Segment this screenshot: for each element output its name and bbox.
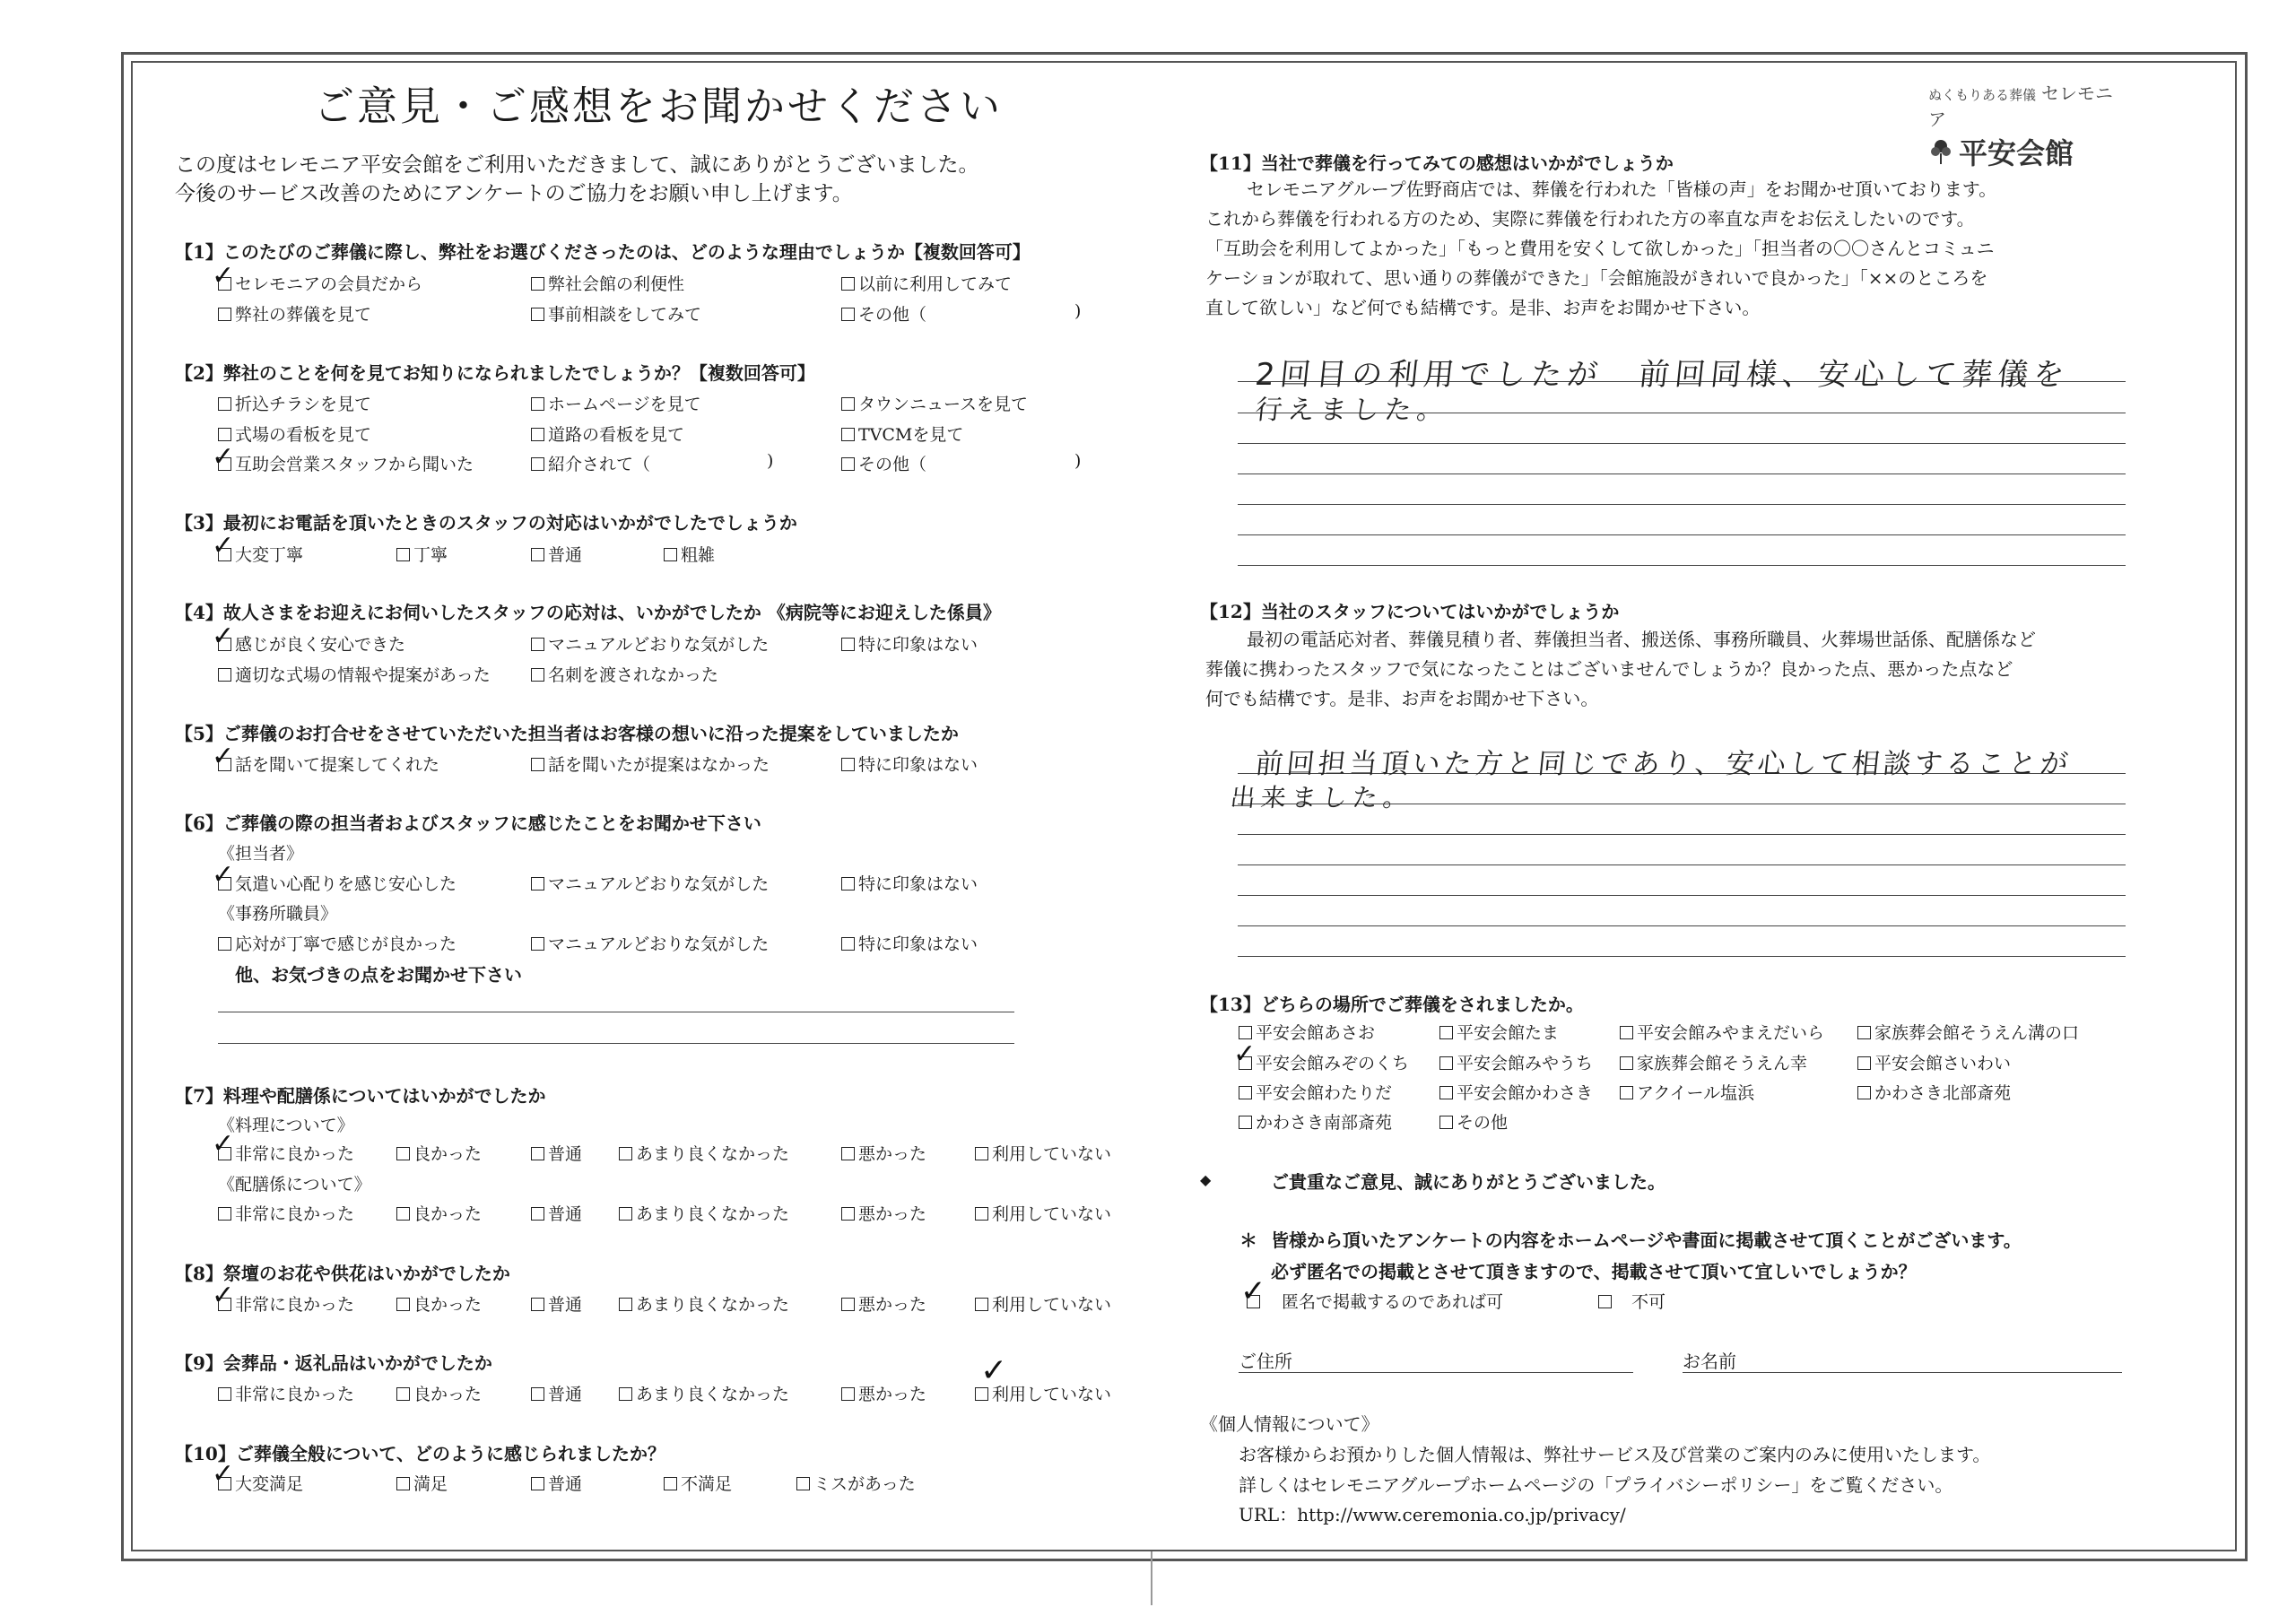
intro-text: この度はセレモニア平安会館をご利用いただきまして、誠にありがとうございました。 今後のサービス改善のためにアンケートのご協力をお願い申し上げます。 [175, 153, 979, 205]
q12-answer-handwritten: 出来ました。 [1229, 783, 1415, 812]
checkbox[interactable] [531, 638, 544, 651]
q7-option[interactable]: 良かった [396, 1201, 482, 1225]
checkbox[interactable] [531, 308, 544, 321]
q8-option[interactable]: 悪かった [841, 1291, 926, 1316]
checkbox[interactable] [1239, 1026, 1252, 1039]
checkbox[interactable] [396, 1387, 410, 1401]
q2-label: 【2】弊社のことを何を見てお知りになられましたでしょうか？【複数回答可】 [175, 362, 815, 384]
q11-answer-handwritten: 2回目の利用でしたが 前回同様、安心して葬儀を [1253, 357, 2072, 393]
paren-close: ) [767, 451, 774, 471]
q6-option[interactable]: マニュアルどおりな気がした [531, 871, 769, 895]
q7-option[interactable]: 利用していない [975, 1141, 1111, 1165]
checkbox[interactable] [619, 1147, 632, 1160]
q2-option[interactable]: 紹介されて（ [531, 451, 650, 475]
q1-option[interactable]: セレモニアの会員だから [218, 271, 422, 295]
checkbox[interactable] [531, 1477, 544, 1490]
q4-option[interactable]: マニュアルどおりな気がした [531, 631, 769, 656]
q6-option[interactable]: 気遣い心配りを感じ安心した [218, 871, 457, 895]
q10-option[interactable]: 満足 [396, 1471, 448, 1495]
answer-line[interactable] [1238, 925, 2126, 926]
q13-option[interactable]: 平安会館たま [1439, 1020, 1559, 1044]
checkbox[interactable] [841, 1298, 855, 1311]
checkbox[interactable] [531, 937, 544, 951]
q13-option[interactable]: 家族葬会館そうえん溝の口 [1857, 1020, 2079, 1044]
checkbox[interactable] [1239, 1116, 1252, 1129]
company-logo [1928, 79, 2117, 172]
checkbox[interactable] [531, 457, 544, 471]
checkbox[interactable] [531, 758, 544, 771]
checkbox[interactable] [531, 428, 544, 441]
answer-line[interactable] [1238, 565, 2126, 566]
checkbox[interactable] [1439, 1116, 1453, 1129]
checkbox[interactable] [841, 277, 855, 291]
checkbox[interactable] [396, 1147, 410, 1160]
checkbox[interactable] [841, 397, 855, 411]
q6-other-label: 他、お気づきの点をお聞かせ下さい [235, 964, 522, 986]
q13-option[interactable]: 平安会館さいわい [1857, 1050, 2011, 1074]
checkbox[interactable] [619, 1298, 632, 1311]
q13-option[interactable]: 平安会館みやまえだいら [1620, 1020, 1824, 1044]
check-mark: ✓ [212, 859, 235, 891]
q12-label: 【12】当社のスタッフについてはいかがでしょうか [1200, 601, 1620, 622]
privacy-heading: 《個人情報について》 [1200, 1413, 1379, 1435]
answer-line[interactable] [1238, 504, 2126, 505]
checkbox[interactable] [796, 1477, 810, 1490]
q4-option[interactable]: 名刺を渡されなかった [531, 662, 718, 686]
logo-tagline: ぬくもりある葬儀 [1928, 87, 2037, 103]
checkbox[interactable] [975, 1298, 988, 1311]
q1-option[interactable]: 以前に利用してみて [841, 271, 1012, 295]
checkbox[interactable] [664, 1477, 677, 1490]
checkbox[interactable] [396, 1298, 410, 1311]
checkbox[interactable] [218, 1207, 231, 1221]
publish-no-option[interactable]: 不可 [1598, 1289, 1665, 1313]
q2-option[interactable]: ホームページを見て [531, 391, 701, 415]
checkbox[interactable] [841, 1207, 855, 1221]
q13-option[interactable]: かわさき北部斎苑 [1857, 1080, 2011, 1104]
privacy-line: お客様からお預かりした個人情報は、弊社サービス及び営業のご案内のみに使用いたします。 [1239, 1444, 1991, 1465]
checkbox[interactable] [841, 758, 855, 771]
q9-label: 【9】会葬品・返礼品はいかがでしたか [175, 1352, 492, 1374]
q1-option[interactable]: 事前相談をしてみて [531, 301, 701, 326]
q8-option[interactable]: 非常に良かった [218, 1291, 354, 1316]
q2-option[interactable]: 折込チラシを見て [218, 391, 371, 415]
q10-option[interactable]: 不満足 [664, 1471, 732, 1495]
checkbox[interactable] [975, 1147, 988, 1160]
q2-option[interactable]: 互助会営業スタッフから聞いた [218, 451, 474, 475]
privacy-url: URL：http://www.ceremonia.co.jp/privacy/ [1239, 1504, 1626, 1525]
checkbox[interactable] [531, 1207, 544, 1221]
q8-option[interactable]: 普通 [531, 1291, 582, 1316]
check-mark: ✓ [212, 530, 235, 561]
checkbox[interactable] [531, 1298, 544, 1311]
q6-label: 【6】ご葬儀の際の担当者およびスタッフに感じたことをお聞かせ下さい [175, 812, 761, 834]
q6-subheading: 《事務所職員》 [218, 904, 338, 924]
q6-option[interactable]: マニュアルどおりな気がした [531, 931, 769, 955]
checkbox[interactable] [1239, 1086, 1252, 1099]
logo-flower-icon [1928, 137, 1953, 166]
answer-line[interactable] [1238, 534, 2126, 535]
checkbox[interactable] [396, 548, 410, 561]
check-mark: ✓ [980, 1352, 1008, 1389]
thanks-text: ご貴重なご意見、誠にありがとうございました。 [1271, 1171, 1665, 1193]
checkbox[interactable] [841, 428, 855, 441]
q10-option[interactable]: ミスがあった [796, 1471, 916, 1495]
q4-option[interactable]: 特に印象はない [841, 631, 978, 656]
logo-name: 平安会館 [1959, 136, 2074, 170]
checkbox[interactable] [841, 937, 855, 951]
q13-option[interactable]: かわさき南部斎苑 [1239, 1109, 1392, 1134]
checkbox[interactable] [218, 308, 231, 321]
q7-label: 【7】料理や配膳係についてはいかがでしたか [175, 1085, 546, 1107]
q13-option[interactable]: 家族葬会館そうえん幸 [1620, 1050, 1807, 1074]
checkbox[interactable] [531, 397, 544, 411]
q7-option[interactable]: 悪かった [841, 1201, 926, 1225]
checkbox[interactable] [841, 308, 855, 321]
q9-option[interactable]: あまり良くなかった [619, 1381, 789, 1405]
q6-subheading: 《担当者》 [218, 844, 304, 864]
q7-option[interactable]: 普通 [531, 1141, 582, 1165]
checkbox[interactable] [664, 548, 677, 561]
q13-option[interactable]: 平安会館わたりだ [1239, 1080, 1392, 1104]
q1-option[interactable]: 弊社会館の利便性 [531, 271, 684, 295]
q7-option[interactable]: あまり良くなかった [619, 1141, 789, 1165]
check-mark: ✓ [212, 741, 235, 772]
q13-option[interactable]: 平安会館あさお [1239, 1020, 1375, 1044]
q12-answer-handwritten: 前回担当頂いた方と同じであり、安心して相談することが [1253, 748, 2074, 780]
q5-option[interactable]: 話を聞いたが提案はなかった [531, 752, 770, 776]
q1-label: 【1】このたびのご葬儀に際し、弊社をお選びくださったのは、どのような理由でしょうか【複数回答可】 [175, 241, 1031, 263]
q6-option[interactable]: 特に印象はない [841, 871, 978, 895]
checkbox[interactable] [1857, 1086, 1871, 1099]
q2-option[interactable]: TVCMを見て [841, 421, 963, 446]
q7-option[interactable]: 普通 [531, 1201, 582, 1225]
checkbox[interactable] [218, 668, 231, 682]
answer-line[interactable] [1238, 864, 2126, 865]
check-mark: ✓ [212, 1128, 235, 1160]
q10-option[interactable]: 大変満足 [218, 1471, 303, 1495]
q8-option[interactable]: あまり良くなかった [619, 1291, 789, 1316]
q2-option[interactable]: タウンニュースを見て [841, 391, 1028, 415]
q7-subheading: 《料理について》 [218, 1116, 354, 1135]
q5-option[interactable]: 特に印象はない [841, 752, 978, 776]
q11-answer-handwritten: 行えました。 [1253, 395, 1451, 426]
q4-option[interactable]: 感じが良く安心できた [218, 631, 405, 656]
publish-question: 必ず匿名での掲載とさせて頂きますので、掲載させて頂いて宜しいでしょうか？ [1271, 1261, 1917, 1282]
q13-option[interactable]: 平安会館みぞのくち [1239, 1050, 1409, 1074]
q13-option[interactable]: アクイール塩浜 [1620, 1080, 1754, 1104]
paren-close: ) [1074, 301, 1082, 321]
q7-option[interactable]: 利用していない [975, 1201, 1111, 1225]
q9-option[interactable]: 普通 [531, 1381, 582, 1405]
check-mark: ✓ [212, 621, 235, 652]
checkbox[interactable] [396, 1477, 410, 1490]
q7-option[interactable]: 非常に良かった [218, 1201, 354, 1225]
check-mark: ✓ [212, 441, 235, 473]
q7-option[interactable]: あまり良くなかった [619, 1201, 789, 1225]
checkbox[interactable] [1620, 1026, 1633, 1039]
comment-line[interactable] [218, 1043, 1014, 1044]
checkbox[interactable] [1620, 1086, 1633, 1099]
q9-option[interactable]: 利用していない [975, 1381, 1111, 1405]
checkbox[interactable] [531, 277, 544, 291]
q13-option[interactable]: 平安会館みやうち [1439, 1050, 1593, 1074]
q7-option[interactable]: 良かった [396, 1141, 482, 1165]
q3-option[interactable]: 丁寧 [396, 542, 448, 566]
name-label: お名前 [1683, 1351, 1736, 1372]
q11-label: 【11】当社で葬儀を行ってみての感想はいかがでしょうか [1200, 152, 1674, 174]
checkbox[interactable] [975, 1387, 988, 1401]
publish-notice: 皆様から頂いたアンケートの内容をホームページや書面に掲載させて頂くことがございます。 [1271, 1229, 2022, 1251]
q2-option[interactable]: 式場の看板を見て [218, 421, 371, 446]
q9-option[interactable]: 非常に良かった [218, 1381, 354, 1405]
q8-option[interactable]: 良かった [396, 1291, 482, 1316]
q10-label: 【10】ご葬儀全般について、どのように感じられましたか？ [175, 1443, 666, 1464]
q2-option[interactable]: その他（ [841, 451, 926, 475]
q3-option[interactable]: 粗雑 [664, 542, 715, 566]
checkbox[interactable] [975, 1207, 988, 1221]
checkbox[interactable] [531, 1387, 544, 1401]
form-title: ご意見・ご感想をお聞かせください [314, 83, 1004, 130]
checkbox[interactable] [218, 397, 231, 411]
check-mark: ✓ [212, 260, 235, 291]
checkbox[interactable] [1857, 1056, 1871, 1070]
q1-option[interactable]: 弊社の葬儀を見て [218, 301, 371, 326]
q5-label: 【5】ご葬儀のお打合せをさせていただいた担当者はお客様の想いに沿った提案をしていましたか [175, 723, 959, 744]
q4-label: 【4】故人さまをお迎えにお伺いしたスタッフの応対は、いかがでしたか 《病院等にお迎えした係員》 [175, 602, 1001, 623]
answer-line[interactable] [1238, 956, 2126, 957]
q3-label: 【3】最初にお電話を頂いたときのスタッフの対応はいかがでしたでしょうか [175, 512, 797, 534]
checkbox[interactable] [1857, 1026, 1871, 1039]
q2-option[interactable]: 道路の看板を見て [531, 421, 684, 446]
address-label: ご住所 [1239, 1351, 1292, 1372]
checkbox[interactable] [619, 1387, 632, 1401]
q4-option[interactable]: 適切な式場の情報や提案があった [218, 662, 491, 686]
q7-subheading: 《配膳係について》 [218, 1175, 371, 1195]
q13-option[interactable]: その他 [1439, 1109, 1508, 1134]
checkbox[interactable] [396, 1207, 410, 1221]
check-mark: ✓ [1233, 1038, 1257, 1070]
checkbox[interactable] [1439, 1086, 1453, 1099]
logo-brand: セレモニア [1928, 83, 2114, 130]
q7-option[interactable]: 非常に良かった [218, 1141, 354, 1165]
checkbox[interactable] [1439, 1056, 1453, 1070]
publish-yes-option[interactable]: 匿名で掲載するのであれば可 [1247, 1289, 1503, 1313]
q9-option[interactable]: 悪かった [841, 1381, 926, 1405]
checkbox[interactable] [218, 428, 231, 441]
checkbox[interactable] [841, 1147, 855, 1160]
name-field[interactable] [1683, 1372, 2122, 1373]
check-mark: ✓ [1240, 1273, 1266, 1309]
q6-option[interactable]: 特に印象はない [841, 931, 978, 955]
q13-option[interactable]: 平安会館かわさき [1439, 1080, 1593, 1104]
checkbox[interactable] [841, 457, 855, 471]
checkbox[interactable] [218, 937, 231, 951]
q11-body: セレモニアグループ佐野商店では、葬儀を行われた「皆様の声」をお聞かせ頂いております。 これから葬儀を行われる方のため、実際に葬儀を行われた方の率直な声をお伝えしたいのです。 「互助会を利用してよかった」「もっと費用を安くして欲しかった」「担当者の〇〇さんとコミュニ ケーションが取れて、思い通りの葬儀ができた」「会館施設がきれいで良かった」「××のところを 直して欲しい」など何でも結構です。是非、お声をお聞かせ下さい。 [1205, 178, 1997, 318]
checkbox[interactable] [531, 877, 544, 891]
address-field[interactable] [1239, 1372, 1633, 1373]
checkbox[interactable] [531, 1147, 544, 1160]
q6-option[interactable]: 応対が丁寧で感じが良かった [218, 931, 457, 955]
answer-line[interactable] [1238, 834, 2126, 835]
publish-asterisk-icon: ＊ [1239, 1229, 1257, 1251]
checkbox[interactable] [841, 1387, 855, 1401]
checkbox[interactable] [841, 877, 855, 891]
checkbox[interactable] [841, 638, 855, 651]
check-mark: ✓ [212, 1280, 235, 1311]
q5-option[interactable]: 話を聞いて提案してくれた [218, 752, 439, 776]
diamond-bullet-icon: ◆ [1200, 1171, 1212, 1188]
check-mark: ✓ [212, 1458, 235, 1490]
paren-close: ) [1074, 451, 1082, 471]
q1-option[interactable]: その他（ [841, 301, 926, 326]
q13-label: 【13】どちらの場所でご葬儀をされましたか。 [1200, 994, 1584, 1015]
q3-option[interactable]: 大変丁寧 [218, 542, 303, 566]
checkbox[interactable] [619, 1207, 632, 1221]
q3-option[interactable]: 普通 [531, 542, 582, 566]
checkbox[interactable] [1620, 1056, 1633, 1070]
checkbox[interactable] [218, 1387, 231, 1401]
privacy-line: 詳しくはセレモニアグループホームページの「プライバシーポリシー」をご覧ください。 [1239, 1474, 1953, 1496]
answer-line[interactable] [1238, 895, 2126, 896]
checkbox[interactable] [531, 548, 544, 561]
q8-label: 【8】祭壇のお花や供花はいかがでしたか [175, 1263, 510, 1284]
answer-line[interactable] [1238, 443, 2126, 444]
q9-option[interactable]: 良かった [396, 1381, 482, 1405]
checkbox[interactable] [1598, 1295, 1612, 1308]
fold-mark [1151, 1551, 1152, 1605]
q12-body: 最初の電話応対者、葬儀見積り者、葬儀担当者、搬送係、事務所職員、火葬場世話係、配膳係など 葬儀に携わったスタッフで気になったことはございませんでしょうか？良かった点、悪かった点など 何でも結構です。是非、お声をお聞かせ下さい。 [1205, 629, 2036, 709]
q10-option[interactable]: 普通 [531, 1471, 582, 1495]
q7-option[interactable]: 悪かった [841, 1141, 926, 1165]
q8-option[interactable]: 利用していない [975, 1291, 1111, 1316]
checkbox[interactable] [531, 668, 544, 682]
checkbox[interactable] [1439, 1026, 1453, 1039]
